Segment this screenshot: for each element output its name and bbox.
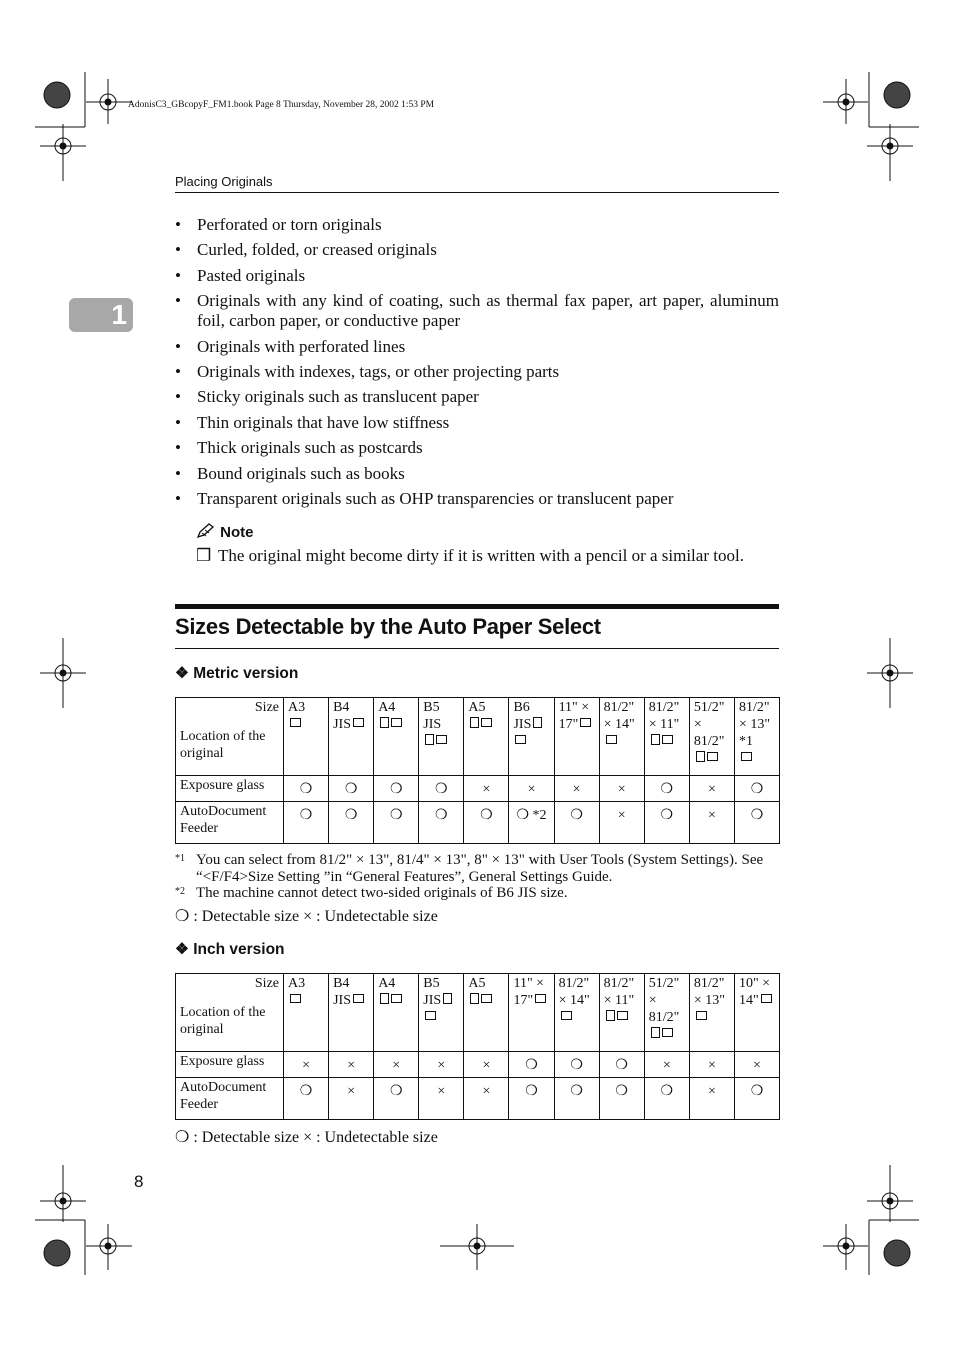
column-header: 51/2" × 81/2" — [689, 698, 734, 776]
table-cell: × — [689, 802, 734, 844]
table-cell: ❍ — [599, 1078, 644, 1120]
column-header: 81/2" × 14" — [599, 698, 644, 776]
column-header: 81/2" × 13" *1 — [734, 698, 779, 776]
table-cell: × — [599, 802, 644, 844]
section-title: Sizes Detectable by the Auto Paper Select — [175, 614, 601, 639]
table-cell: × — [644, 1052, 689, 1078]
list-item: • Originals with any kind of coating, such as thermal fax paper, art paper, aluminum foil, carbon paper, or conductive paper — [175, 291, 779, 331]
row-label: Exposure glass — [176, 776, 284, 802]
column-header: B4 JIS — [329, 974, 374, 1052]
row-label: Exposure glass — [176, 1052, 284, 1078]
table-cell: × — [689, 1052, 734, 1078]
table-cell: ❍ — [734, 776, 779, 802]
chapter-tab: 1 — [69, 298, 133, 332]
column-header: 81/2" × 13" — [689, 974, 734, 1052]
table-cell: ❍ — [734, 802, 779, 844]
column-header: 81/2" × 11" — [599, 974, 644, 1052]
table-cell: ❍ — [329, 802, 374, 844]
column-header: B4 JIS — [329, 698, 374, 776]
table-cell: ❍ — [419, 802, 464, 844]
list-item: • Sticky originals such as translucent paper — [175, 387, 479, 407]
column-header: A5 — [464, 974, 509, 1052]
section-rule-top — [175, 604, 779, 609]
table-cell: × — [464, 776, 509, 802]
table-cell: × — [554, 776, 599, 802]
table-cell: × — [419, 1052, 464, 1078]
table-cell: ❍ — [554, 1078, 599, 1120]
column-header: B5 JIS — [419, 974, 464, 1052]
column-header: A5 — [464, 698, 509, 776]
table-cell: × — [464, 1078, 509, 1120]
table-cell: ❍ — [284, 776, 329, 802]
table-cell: ❍ — [419, 776, 464, 802]
pencil-icon — [196, 523, 216, 539]
table-cell: × — [509, 776, 554, 802]
column-header: 81/2" × 11" — [644, 698, 689, 776]
table-cell: × — [374, 1052, 419, 1078]
section-rule-bottom — [175, 648, 779, 649]
list-item: • Transparent originals such as OHP transparencies or translucent paper — [175, 488, 674, 508]
table-cell: ❍ *2 — [509, 802, 554, 844]
table-cell: × — [689, 776, 734, 802]
column-header: B6 JIS — [509, 698, 554, 776]
bullet-list — [175, 215, 779, 514]
list-item: • Perforated or torn originals — [175, 215, 382, 234]
table-cell: ❍ — [284, 1078, 329, 1120]
metric-heading: ❖ Metric version — [175, 665, 299, 682]
checkbox-icon: ❒ — [196, 546, 212, 565]
row-label: AutoDocument Feeder — [176, 802, 284, 844]
table-cell: ❍ — [284, 802, 329, 844]
table-cell: ❍ — [734, 1078, 779, 1120]
inch-table — [175, 973, 780, 1120]
inch-legend: ❍ : Detectable size × : Undetectable size — [175, 1129, 438, 1146]
list-item: • Pasted originals — [175, 265, 306, 285]
column-header: A4 — [374, 698, 419, 776]
table-cell: ❍ — [509, 1078, 554, 1120]
table-cell: ❍ — [644, 776, 689, 802]
diamond-icon: ❖ — [175, 941, 189, 958]
table-cell: × — [329, 1052, 374, 1078]
table-cell: × — [464, 1052, 509, 1078]
page-number: 8 — [134, 1172, 144, 1191]
column-header: 11" × 17" — [509, 974, 554, 1052]
table-cell: × — [599, 776, 644, 802]
metric-table — [175, 697, 780, 844]
table-cell: ❍ — [374, 802, 419, 844]
table-cell: ❍ — [644, 1078, 689, 1120]
table-cell: ❍ — [374, 776, 419, 802]
table-cell: × — [284, 1052, 329, 1078]
list-item: • Bound originals such as books — [175, 463, 405, 483]
table-cell: ❍ — [554, 802, 599, 844]
column-header: 81/2" × 14" — [554, 974, 599, 1052]
note-item: ❒ The original might become dirty if it is written with a pencil or a similar tool. — [196, 546, 744, 565]
table-cell: ❍ — [599, 1052, 644, 1078]
table-cell: × — [329, 1078, 374, 1120]
note-heading: Note — [196, 523, 254, 541]
list-item: • Thin originals that have low stiffness — [175, 412, 450, 432]
footnote-2: *2 The machine cannot detect two-sided originals of B6 JIS size. — [175, 885, 568, 901]
list-item: • Originals with perforated lines — [175, 336, 406, 356]
list-item: • Originals with indexes, tags, or other projecting parts — [175, 361, 560, 381]
running-head: Placing Originals — [175, 174, 273, 189]
table-cell: ❍ — [644, 802, 689, 844]
diamond-icon: ❖ — [175, 665, 189, 682]
table-corner: Size Location of the original — [176, 698, 284, 776]
file-header: AdonisC3_GBcopyF_FM1.book Page 8 Thursday, November 28, 2002 1:53 PM — [128, 100, 435, 110]
column-header: A3 — [284, 974, 329, 1052]
column-header: A3 — [284, 698, 329, 776]
table-cell: × — [689, 1078, 734, 1120]
footnote-1: *1 You can select from 81/2" × 13", 81/4" × 13", 8" × 13" with User Tools (System Settings). See “<F/F4>Size Setting ”in “General Features”, General Settings Guide. — [175, 852, 764, 885]
list-item: • Curled, folded, or creased originals — [175, 240, 437, 260]
column-header: A4 — [374, 974, 419, 1052]
table-cell: × — [419, 1078, 464, 1120]
column-header: 51/2" × 81/2" — [644, 974, 689, 1052]
metric-legend: ❍ : Detectable size × : Undetectable size — [175, 908, 438, 925]
row-label: AutoDocument Feeder — [176, 1078, 284, 1120]
column-header: 11" × 17" — [554, 698, 599, 776]
table-cell: ❍ — [464, 802, 509, 844]
table-corner: Size Location of the original — [176, 974, 284, 1052]
table-cell: × — [734, 1052, 779, 1078]
list-item: • Thick originals such as postcards — [175, 438, 423, 458]
table-cell: ❍ — [509, 1052, 554, 1078]
column-header: 10" × 14" — [734, 974, 779, 1052]
table-cell: ❍ — [554, 1052, 599, 1078]
table-cell: ❍ — [374, 1078, 419, 1120]
header-rule — [175, 192, 779, 193]
table-cell: ❍ — [329, 776, 374, 802]
inch-heading: ❖ Inch version — [175, 941, 285, 958]
column-header: B5 JIS — [419, 698, 464, 776]
